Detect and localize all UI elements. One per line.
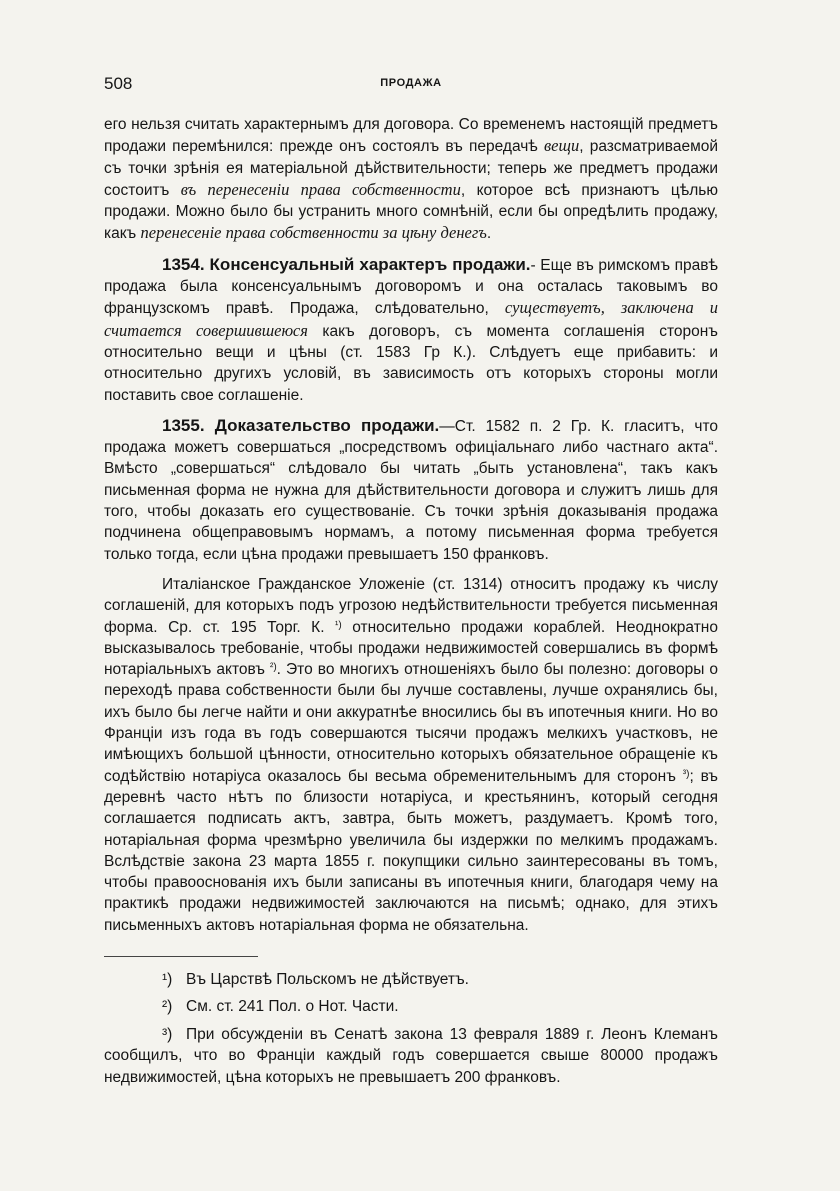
footnote-ref-2: ²) <box>269 662 277 674</box>
footnotes <box>104 969 718 1089</box>
footnote-divider <box>104 956 258 957</box>
section-1354-title: 1354. Консенсуальный характеръ продажи. <box>162 254 531 274</box>
paragraph-italian-code: Италіанское Гражданское Уложеніе (ст. 1314) относитъ продажу къ числу соглашеній, для которыхъ подъ угрозою недѣйствительности требуется письменная форма. Ср. ст. 195 Торг. К. $^{^1)}$ относительно продажи кораблей. Неоднократно высказывалось требованіе, чтобы продажи недвижимостей совершались въ формѣ нотаріальныхъ актовъ $^{^2)}$. Это во многихъ отношеніяхъ было бы полезно: договоры о переходѣ права собственности были бы лучше составлены, лучше охранялись бы, ихъ было бы легче найти и они аккуратнѣе вносились бы въ ипотечныя книги. Но во Франціи изъ года въ годъ совершаются тысячи продажъ мелкихъ участковъ, не имѣющихъ большой цѣнности, относительно которыхъ обязательное обращеніе къ содѣйствію нотаріуса оказалось бы весьма обременительнымъ для сторонъ $^{^3)}$; въ деревнѣ часто нѣтъ по близости нотаріуса, и крестьянинъ, который сегодня соглашается подписать актъ, завтра, быть можетъ, раздумаетъ. Кромѣ того, нотаріальная форма чрезмѣрно увеличила бы издержки по мелкимъ продажамъ. Вслѣдствіе закона 23 марта 1855 г. покупщики сильно заинтересованы въ томъ, чтобы правооснованія ихъ были записаны въ ипотечныя книги, благодаря чему на практикѣ продажи недвижимостей заключаются на письмѣ; однако, для этихъ письменныхъ актовъ нотаріальная форма не обязательна. <box>104 575 719 934</box>
footnote-2: ²) См. ст. 241 Пол. о Нот. Части. <box>162 998 399 1016</box>
running-title: ПРОДАЖА <box>380 77 442 89</box>
paragraph-intro: его нельзя считать характернымъ для договора. Со временемъ настоящій предметъ продажи перемѣнился: прежде онъ состоялъ въ передачѣ вещи, разсматриваемой съ точки зрѣнія ея матеріальной дѣйствительности; теперь же предметъ продажи состоитъ въ перенесеніи права собственности, которое всѣ признаютъ цѣлью продажи. Можно было бы устранить много сомнѣній, если бы опредѣлить продажу, какъ перенесеніе права собственности за цѣну денегъ. <box>104 116 718 243</box>
page-header <box>104 74 718 98</box>
section-1354: 1354. Консенсуальный характеръ продажи.- Еще въ римскомъ правѣ продажа была консенсуальнымъ договоромъ и она осталась таковымъ во французскомъ правѣ. Продажа, слѣдовательно, существуетъ, заключена и считается совершившеюся какъ договоръ, съ момента соглашенія сторонъ относительно вещи и цѣны (ст. 1583 Гр К.). Слѣдуетъ еще прибавить: и относительно другихъ условій, въ зависимость отъ которыхъ стороны могли поставить свое соглашеніе. <box>104 254 718 404</box>
page-body <box>104 114 718 1094</box>
page-number: 508 <box>104 74 133 93</box>
footnote-3: ³) При обсужденіи въ Сенатѣ закона 13 февраля 1889 г. Леонъ Клеманъ сообщилъ, что во Франціи каждый годъ совершается свыше 80000 продажъ недвижимостей, цѣна которыхъ не превышаетъ 200 франковъ. <box>104 1025 718 1086</box>
footnote-ref-1: ¹) <box>335 619 342 631</box>
section-1355: 1355. Доказательство продажи.—Ст. 1582 п. 2 Гр. К. гласитъ, что продажа можетъ совершаться „посредствомъ офиціальнаго либо частнаго акта“. Вмѣсто „совершаться“ слѣдовало бы читать „быть установлена“, такъ какъ письменная форма не нужна для дѣйствительности договора и служитъ лишь для того, чтобы доказать его существованіе. Съ точки зрѣнія доказыванія продажа подчинена общеправовымъ нормамъ, а потому письменная форма требуется только тогда, если цѣна продажи превышаетъ 150 франковъ. <box>104 415 719 563</box>
footnote-ref-3: ³) <box>682 768 690 780</box>
footnote-1: ¹) Въ Царствѣ Польскомъ не дѣйствуетъ. <box>162 970 469 988</box>
section-1355-title: 1355. Доказательство продажи. <box>162 415 440 435</box>
